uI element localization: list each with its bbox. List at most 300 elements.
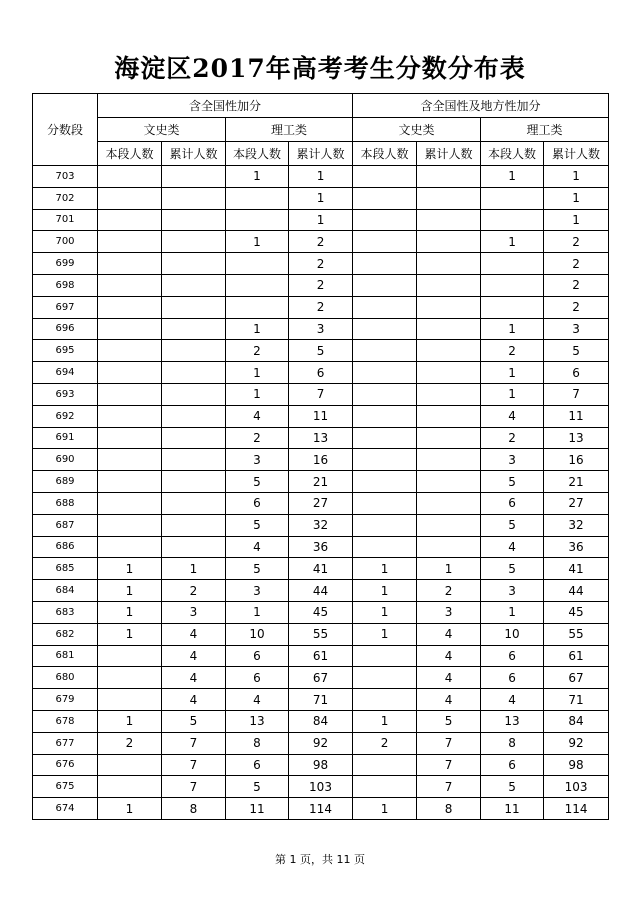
count-cell: [417, 340, 481, 362]
count-cell: 2: [417, 580, 481, 602]
count-cell: 41: [289, 558, 353, 580]
count-cell: 44: [289, 580, 353, 602]
count-cell: 103: [289, 776, 353, 798]
count-cell: 114: [544, 798, 609, 820]
count-cell: 3: [226, 580, 289, 602]
count-cell: [98, 166, 162, 188]
table-row: [33, 362, 609, 384]
count-cell: 6: [226, 667, 289, 689]
count-cell: 36: [544, 536, 609, 558]
count-cell: 67: [544, 667, 609, 689]
count-cell: 92: [289, 732, 353, 754]
count-cell: 114: [289, 798, 353, 820]
count-cell: 3: [226, 449, 289, 471]
count-cell: 6: [481, 492, 544, 514]
count-cell: 4: [226, 405, 289, 427]
count-cell: [98, 187, 162, 209]
count-cell: 5: [481, 471, 544, 493]
count-cell: [481, 296, 544, 318]
table-row: [33, 209, 609, 231]
count-cell: 8: [417, 798, 481, 820]
count-cell: 7: [417, 776, 481, 798]
count-cell: 1: [481, 601, 544, 623]
count-cell: [353, 274, 417, 296]
count-cell: 1: [353, 601, 417, 623]
score-cell: 685: [33, 558, 98, 580]
count-cell: 11: [544, 405, 609, 427]
count-cell: [162, 253, 226, 275]
count-cell: [98, 231, 162, 253]
count-cell: 1: [226, 362, 289, 384]
count-cell: 13: [226, 710, 289, 732]
cumulative-count-header: 累计人数: [417, 142, 481, 166]
count-cell: [226, 274, 289, 296]
count-cell: 1: [353, 798, 417, 820]
count-cell: [98, 514, 162, 536]
count-cell: [162, 383, 226, 405]
count-cell: 7: [162, 776, 226, 798]
count-cell: [417, 362, 481, 384]
table-row: [33, 645, 609, 667]
count-cell: 5: [481, 514, 544, 536]
count-cell: 4: [481, 536, 544, 558]
count-cell: 6: [226, 492, 289, 514]
count-cell: 16: [544, 449, 609, 471]
count-cell: 4: [162, 667, 226, 689]
count-cell: [162, 514, 226, 536]
table-row: [33, 471, 609, 493]
count-cell: 21: [544, 471, 609, 493]
count-cell: [353, 754, 417, 776]
table-row: [33, 492, 609, 514]
count-cell: 2: [226, 427, 289, 449]
count-cell: 7: [162, 732, 226, 754]
count-cell: 1: [98, 601, 162, 623]
count-cell: 2: [98, 732, 162, 754]
count-cell: [417, 514, 481, 536]
count-cell: [353, 492, 417, 514]
count-cell: 6: [226, 645, 289, 667]
count-cell: [417, 318, 481, 340]
score-cell: 703: [33, 166, 98, 188]
score-cell: 701: [33, 209, 98, 231]
count-cell: 55: [289, 623, 353, 645]
table-row: [33, 710, 609, 732]
count-cell: 4: [417, 645, 481, 667]
table-row: [33, 383, 609, 405]
count-cell: 44: [544, 580, 609, 602]
score-cell: 681: [33, 645, 98, 667]
score-cell: 687: [33, 514, 98, 536]
segment-count-header: 本段人数: [353, 142, 417, 166]
score-cell: 689: [33, 471, 98, 493]
count-cell: [417, 449, 481, 471]
table-row: [33, 732, 609, 754]
count-cell: [98, 449, 162, 471]
table-row: [33, 601, 609, 623]
count-cell: 6: [481, 754, 544, 776]
table-row: [33, 580, 609, 602]
count-cell: 2: [481, 427, 544, 449]
count-cell: [162, 340, 226, 362]
table-row: [33, 536, 609, 558]
count-cell: [98, 492, 162, 514]
score-cell: 686: [33, 536, 98, 558]
count-cell: 6: [544, 362, 609, 384]
page-footer: 第 1 页，共 11 页: [275, 853, 365, 866]
count-cell: 1: [98, 623, 162, 645]
segment-count-header: 本段人数: [98, 142, 162, 166]
count-cell: 71: [544, 689, 609, 711]
count-cell: [481, 187, 544, 209]
count-cell: 5: [226, 514, 289, 536]
count-cell: 61: [544, 645, 609, 667]
count-cell: [98, 340, 162, 362]
local-science-header: 理工类: [481, 118, 609, 142]
count-cell: [417, 492, 481, 514]
count-cell: [353, 318, 417, 340]
count-cell: [162, 318, 226, 340]
count-cell: 3: [162, 601, 226, 623]
count-cell: [353, 209, 417, 231]
count-cell: 7: [417, 754, 481, 776]
count-cell: 4: [481, 405, 544, 427]
count-cell: 32: [289, 514, 353, 536]
count-cell: 2: [544, 296, 609, 318]
table-row: [33, 166, 609, 188]
local-liberal-arts-header: 文史类: [353, 118, 481, 142]
count-cell: 7: [162, 754, 226, 776]
count-cell: [353, 231, 417, 253]
count-cell: [98, 536, 162, 558]
table-row: [33, 514, 609, 536]
count-cell: [353, 514, 417, 536]
score-cell: 699: [33, 253, 98, 275]
count-cell: 7: [417, 732, 481, 754]
count-cell: [481, 253, 544, 275]
score-cell: 682: [33, 623, 98, 645]
cumulative-count-header: 累计人数: [162, 142, 226, 166]
count-cell: 45: [289, 601, 353, 623]
count-cell: 1: [353, 623, 417, 645]
count-cell: [417, 231, 481, 253]
count-cell: [162, 492, 226, 514]
count-cell: [162, 449, 226, 471]
count-cell: 36: [289, 536, 353, 558]
count-cell: 61: [289, 645, 353, 667]
count-cell: 10: [226, 623, 289, 645]
count-cell: [353, 253, 417, 275]
table-row: [33, 776, 609, 798]
count-cell: [417, 427, 481, 449]
count-cell: [353, 166, 417, 188]
group-header-national: 含全国性加分: [98, 94, 353, 118]
count-cell: [417, 536, 481, 558]
count-cell: 2: [544, 253, 609, 275]
count-cell: 4: [417, 623, 481, 645]
count-cell: [417, 274, 481, 296]
count-cell: [481, 209, 544, 231]
table-row: [33, 558, 609, 580]
count-cell: [417, 166, 481, 188]
count-cell: 1: [98, 710, 162, 732]
table-row: [33, 318, 609, 340]
count-cell: 11: [289, 405, 353, 427]
count-cell: 92: [544, 732, 609, 754]
count-cell: 5: [226, 776, 289, 798]
count-cell: 4: [162, 623, 226, 645]
count-cell: 1: [544, 209, 609, 231]
score-cell: 688: [33, 492, 98, 514]
count-cell: 1: [353, 580, 417, 602]
count-cell: [98, 427, 162, 449]
count-cell: 1: [481, 166, 544, 188]
count-cell: 2: [481, 340, 544, 362]
cumulative-count-header: 累计人数: [289, 142, 353, 166]
count-cell: 45: [544, 601, 609, 623]
count-cell: 6: [289, 362, 353, 384]
count-cell: [353, 645, 417, 667]
count-cell: 1: [481, 318, 544, 340]
count-cell: 1: [289, 209, 353, 231]
count-cell: [162, 231, 226, 253]
count-cell: [353, 449, 417, 471]
table-header: [33, 94, 609, 166]
count-cell: [98, 209, 162, 231]
count-cell: [98, 383, 162, 405]
count-cell: 27: [289, 492, 353, 514]
count-cell: 5: [226, 558, 289, 580]
score-cell: 690: [33, 449, 98, 471]
group-header-local: 含全国性及地方性加分: [353, 94, 609, 118]
score-cell: 676: [33, 754, 98, 776]
score-cell: 700: [33, 231, 98, 253]
count-cell: 2: [544, 231, 609, 253]
count-cell: [98, 274, 162, 296]
count-cell: 4: [226, 536, 289, 558]
count-cell: 98: [544, 754, 609, 776]
count-cell: 3: [417, 601, 481, 623]
score-cell: 678: [33, 710, 98, 732]
count-cell: [98, 776, 162, 798]
segment-count-header: 本段人数: [481, 142, 544, 166]
count-cell: 13: [289, 427, 353, 449]
count-cell: [162, 536, 226, 558]
count-cell: [98, 296, 162, 318]
count-cell: 11: [481, 798, 544, 820]
count-cell: 1: [162, 558, 226, 580]
score-cell: 691: [33, 427, 98, 449]
count-cell: [98, 645, 162, 667]
count-cell: [98, 253, 162, 275]
count-cell: 1: [98, 558, 162, 580]
count-cell: [481, 274, 544, 296]
score-cell: 675: [33, 776, 98, 798]
count-cell: [353, 405, 417, 427]
table-row: [33, 231, 609, 253]
count-cell: 1: [481, 231, 544, 253]
count-cell: 21: [289, 471, 353, 493]
count-cell: 5: [289, 340, 353, 362]
count-cell: 98: [289, 754, 353, 776]
count-cell: [417, 471, 481, 493]
count-cell: 6: [481, 667, 544, 689]
count-cell: 3: [289, 318, 353, 340]
table-row: [33, 296, 609, 318]
count-cell: 67: [289, 667, 353, 689]
count-cell: 16: [289, 449, 353, 471]
score-cell: 684: [33, 580, 98, 602]
count-cell: [226, 296, 289, 318]
count-cell: 1: [98, 580, 162, 602]
count-cell: 5: [481, 776, 544, 798]
count-cell: [98, 667, 162, 689]
count-cell: 5: [226, 471, 289, 493]
score-cell: 683: [33, 601, 98, 623]
count-cell: 3: [544, 318, 609, 340]
table-row: [33, 187, 609, 209]
count-cell: 13: [481, 710, 544, 732]
count-cell: [98, 405, 162, 427]
count-cell: 2: [289, 274, 353, 296]
national-science-header: 理工类: [226, 118, 353, 142]
cumulative-count-header: 累计人数: [544, 142, 609, 166]
count-cell: 1: [353, 558, 417, 580]
count-cell: [162, 296, 226, 318]
count-cell: 7: [289, 383, 353, 405]
table-row: [33, 427, 609, 449]
count-cell: [353, 689, 417, 711]
count-cell: 41: [544, 558, 609, 580]
count-cell: 5: [544, 340, 609, 362]
score-cell: 693: [33, 383, 98, 405]
count-cell: 2: [353, 732, 417, 754]
score-cell: 695: [33, 340, 98, 362]
count-cell: 8: [481, 732, 544, 754]
table-row: [33, 340, 609, 362]
table-row: [33, 449, 609, 471]
table-body: [33, 166, 609, 820]
count-cell: 8: [162, 798, 226, 820]
count-cell: 1: [417, 558, 481, 580]
count-cell: 3: [481, 449, 544, 471]
count-cell: 6: [226, 754, 289, 776]
count-cell: [417, 209, 481, 231]
count-cell: [353, 536, 417, 558]
count-cell: 7: [544, 383, 609, 405]
count-cell: 55: [544, 623, 609, 645]
score-cell: 674: [33, 798, 98, 820]
count-cell: 2: [162, 580, 226, 602]
count-cell: 1: [289, 187, 353, 209]
count-cell: [162, 471, 226, 493]
count-cell: 103: [544, 776, 609, 798]
count-cell: 1: [226, 383, 289, 405]
count-cell: 13: [544, 427, 609, 449]
count-cell: 32: [544, 514, 609, 536]
page-title: 海淀区2017年高考考生分数分布表: [114, 54, 526, 83]
count-cell: 27: [544, 492, 609, 514]
count-cell: [226, 253, 289, 275]
count-cell: 2: [289, 296, 353, 318]
count-cell: [353, 187, 417, 209]
table-row: [33, 798, 609, 820]
count-cell: 2: [226, 340, 289, 362]
count-cell: 8: [226, 732, 289, 754]
count-cell: 5: [162, 710, 226, 732]
count-cell: 1: [481, 383, 544, 405]
score-cell: 680: [33, 667, 98, 689]
table-row: [33, 405, 609, 427]
count-cell: [98, 318, 162, 340]
count-cell: [353, 383, 417, 405]
count-cell: 5: [417, 710, 481, 732]
count-cell: [353, 667, 417, 689]
score-column-header: 分数段: [33, 94, 98, 166]
score-distribution-table: [32, 93, 609, 820]
count-cell: [417, 253, 481, 275]
count-cell: [162, 362, 226, 384]
count-cell: 4: [417, 689, 481, 711]
count-cell: 1: [353, 710, 417, 732]
table-row: [33, 667, 609, 689]
count-cell: 4: [162, 689, 226, 711]
count-cell: 4: [481, 689, 544, 711]
count-cell: 1: [226, 166, 289, 188]
table-row: [33, 623, 609, 645]
count-cell: [162, 274, 226, 296]
count-cell: 1: [226, 601, 289, 623]
table-row: [33, 253, 609, 275]
count-cell: [226, 209, 289, 231]
count-cell: [353, 296, 417, 318]
count-cell: [353, 427, 417, 449]
count-cell: 2: [544, 274, 609, 296]
count-cell: [98, 754, 162, 776]
count-cell: 1: [544, 166, 609, 188]
count-cell: 1: [226, 231, 289, 253]
score-cell: 702: [33, 187, 98, 209]
count-cell: 1: [481, 362, 544, 384]
count-cell: [417, 296, 481, 318]
count-cell: [98, 362, 162, 384]
count-cell: [98, 471, 162, 493]
count-cell: [226, 187, 289, 209]
count-cell: 71: [289, 689, 353, 711]
score-cell: 697: [33, 296, 98, 318]
score-cell: 679: [33, 689, 98, 711]
count-cell: 1: [98, 798, 162, 820]
count-cell: [353, 340, 417, 362]
count-cell: 84: [544, 710, 609, 732]
count-cell: 1: [289, 166, 353, 188]
score-cell: 677: [33, 732, 98, 754]
count-cell: 2: [289, 231, 353, 253]
count-cell: [162, 166, 226, 188]
count-cell: [162, 427, 226, 449]
count-cell: [98, 689, 162, 711]
count-cell: [162, 405, 226, 427]
count-cell: 4: [417, 667, 481, 689]
count-cell: [417, 383, 481, 405]
count-cell: 1: [544, 187, 609, 209]
count-cell: 6: [481, 645, 544, 667]
count-cell: [417, 187, 481, 209]
score-cell: 698: [33, 274, 98, 296]
count-cell: 84: [289, 710, 353, 732]
count-cell: [417, 405, 481, 427]
count-cell: [353, 471, 417, 493]
